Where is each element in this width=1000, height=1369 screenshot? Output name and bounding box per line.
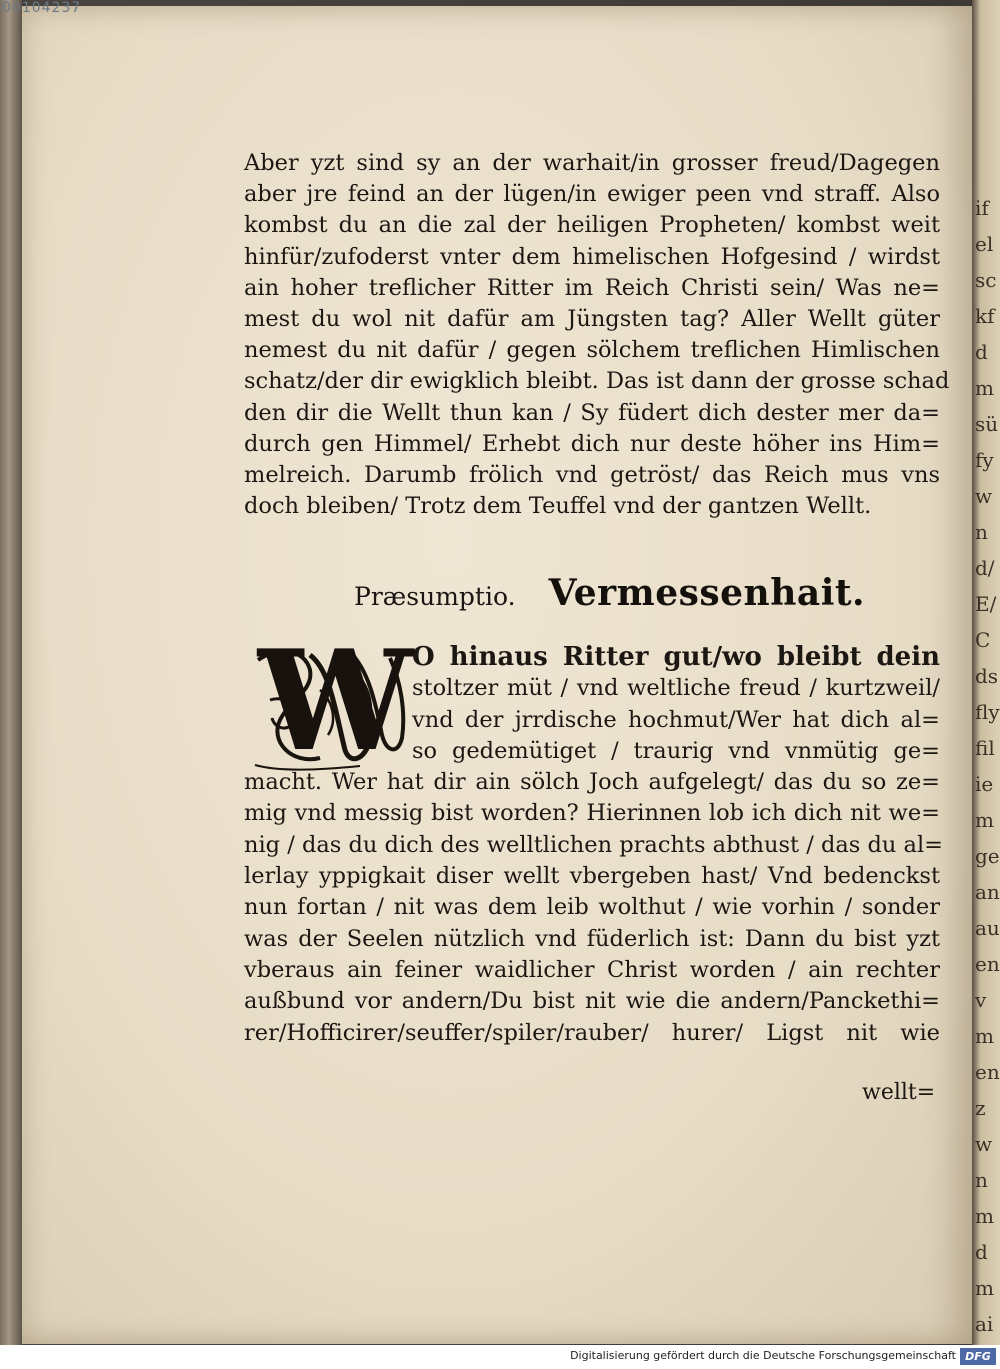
text-line: nun fortan / nit was dem leib wolthut / wie vorhin / sonder xyxy=(244,894,940,921)
text-line: O hinaus Ritter gut/wo bleibt dein xyxy=(412,642,940,672)
shelfmark-label: 00104237 xyxy=(2,0,82,16)
text-line: melreich. Darumb frölich vnd getröst/ das Reich mus vns xyxy=(244,462,940,489)
text-line: vnd der jrrdische hochmut/Wer hat dich al= xyxy=(412,706,940,733)
facing-page-text: ifelsckfdmsüfywnd/E/Cdsflyfiliemgeanauenvmenzwnmdmai xyxy=(975,196,1000,1336)
text-line: vberaus ain feiner waidlicher Christ worden / ain rechter xyxy=(244,956,940,983)
text-line: doch bleiben/ Trotz dem Teuffel vnd der gantzen Wellt. xyxy=(244,493,872,520)
catchword: wellt= xyxy=(862,1080,936,1105)
text-line: nemest du nit dafür / gegen sölchem treflichen Himlischen xyxy=(244,337,940,364)
text-line: stoltzer müt / vnd weltliche freud / kurtzweil/ xyxy=(412,675,940,702)
text-line: kombst du an die zal der heiligen Propheten/ kombst weit xyxy=(244,212,940,239)
text-line: außbund vor andern/Du bist nit wie die andern/Panckethi= xyxy=(244,988,940,1015)
text-line: was der Seelen nützlich vnd füderlich ist: Dann du bist yzt xyxy=(244,925,940,952)
heading-latin: Præsumptio. xyxy=(354,582,516,611)
funding-notice: Digitalisierung gefördert durch die Deutsche Forschungsgemeinschaft xyxy=(570,1349,956,1362)
text-line: so gedemütiget / traurig vnd vnmütig ge= xyxy=(412,737,940,764)
text-line: Aber yzt sind sy an der warhait/in grosser freud/Dagegen xyxy=(244,150,940,176)
text-line: ain hoher treflicher Ritter im Reich Christi sein/ Was ne= xyxy=(244,274,940,301)
text-line: den dir die Wellt thun kan / Sy füdert dich dester mer da= xyxy=(244,399,940,426)
section-heading xyxy=(354,572,914,622)
text-line: aber jre feind an der lügen/in ewiger peen vnd straff. Also xyxy=(244,181,940,208)
text-line: macht. Wer hat dir ain sölch Joch aufgelegt/ das du so ze= xyxy=(244,769,940,796)
text-line: schatz/der dir ewigklich bleibt. Das ist dann der grosse schad xyxy=(244,368,950,395)
text-line: nig / das du dich des welltlichen prachts abthust / das du al= xyxy=(244,831,943,858)
text-line: mest du wol nit dafür am Jüngsten tag? Aller Wellt güter xyxy=(244,306,940,333)
text-line: durch gen Himmel/ Erhebt dich nur deste höher ins Him= xyxy=(244,430,940,457)
main-text-paragraph-2 xyxy=(244,642,943,1049)
text-line: mig vnd messig bist worden? Hierinnen lob ich dich nit we= xyxy=(244,800,940,827)
initial-letter: W xyxy=(258,619,413,782)
main-text-paragraph-1 xyxy=(244,148,950,522)
heading-german: Vermessenhait. xyxy=(548,572,866,614)
footer-bar xyxy=(0,1345,1000,1369)
dfg-logo-icon: DFG xyxy=(960,1348,996,1365)
book-spine-edge xyxy=(0,0,22,1345)
text-line: lerlay yppigkait diser wellt vbergeben hast/ Vnd bedenckst xyxy=(244,863,940,890)
text-line: rer/Hofficirer/seuffer/spiler/rauber/ hurer/ Ligst nit wie xyxy=(244,1019,940,1046)
text-line: hinfür/zufoderst vnter dem himelischen Hofgesind / wirdst xyxy=(244,243,940,270)
